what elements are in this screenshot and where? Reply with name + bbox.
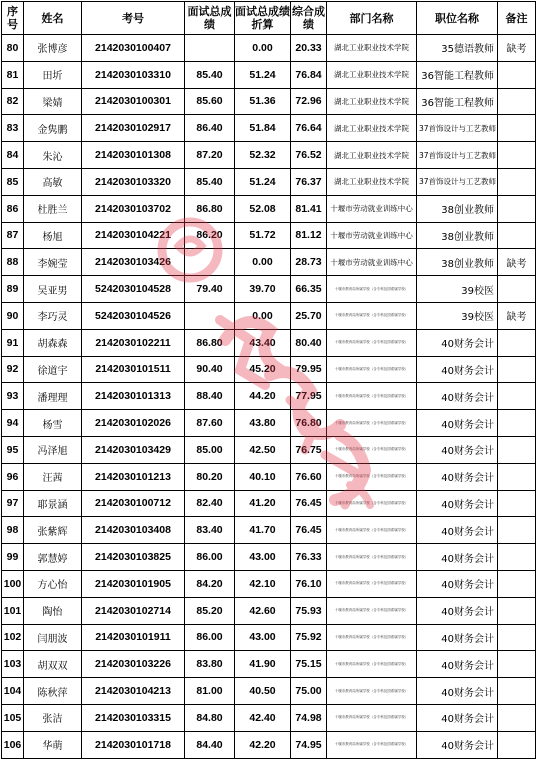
department-name: 湖北工业职业技术学院 bbox=[327, 168, 417, 195]
exam-number: 2142030100712 bbox=[82, 490, 185, 517]
candidate-name: 胡森森 bbox=[24, 329, 82, 356]
interview-score: 85.00 bbox=[185, 436, 235, 463]
position-name: 40财务会计 bbox=[417, 544, 498, 571]
department-name: 湖北工业职业技术学院 bbox=[327, 142, 417, 169]
total-score: 75.15 bbox=[291, 651, 327, 678]
candidate-name: 杨雪 bbox=[24, 410, 82, 437]
department-name: 十堰市教育局所属学校（含专科及国系属学校） bbox=[327, 517, 417, 544]
department-name: 十堰市教育局所属学校（含专科及国系属学校） bbox=[327, 597, 417, 624]
department-name: 十堰市教育局所属学校（含专科及国系属学校） bbox=[327, 463, 417, 490]
candidate-name: 吴亚男 bbox=[24, 276, 82, 303]
exam-number: 2142030103320 bbox=[82, 168, 185, 195]
table-row bbox=[2, 651, 536, 678]
department-name: 十堰市劳动就业训练中心 bbox=[327, 249, 417, 276]
exam-number: 2142030101308 bbox=[82, 142, 185, 169]
note bbox=[498, 195, 536, 222]
table-row bbox=[2, 356, 536, 383]
converted-score: 40.10 bbox=[235, 463, 291, 490]
position-name: 40财务会计 bbox=[417, 329, 498, 356]
candidate-name: 金隽鹏 bbox=[24, 115, 82, 142]
converted-score: 39.70 bbox=[235, 276, 291, 303]
interview-score bbox=[185, 249, 235, 276]
position-name: 40财务会计 bbox=[417, 704, 498, 731]
total-score: 81.12 bbox=[291, 222, 327, 249]
row-number: 99 bbox=[2, 544, 24, 571]
exam-number: 2142030103226 bbox=[82, 651, 185, 678]
interview-score: 80.20 bbox=[185, 463, 235, 490]
exam-number: 2142030101511 bbox=[82, 356, 185, 383]
candidate-name: 李婉莹 bbox=[24, 249, 82, 276]
department-name: 十堰市劳动就业训练中心 bbox=[327, 195, 417, 222]
exam-number: 2142030103426 bbox=[82, 249, 185, 276]
department-name: 十堰市教育局所属学校（含专科及国系属学校） bbox=[327, 436, 417, 463]
interview-score bbox=[185, 302, 235, 329]
table-row bbox=[2, 302, 536, 329]
header-position: 职位名称 bbox=[417, 2, 498, 35]
exam-number: 2142030102211 bbox=[82, 329, 185, 356]
total-score: 20.33 bbox=[291, 35, 327, 62]
converted-score: 43.40 bbox=[235, 329, 291, 356]
table-row bbox=[2, 142, 536, 169]
note: 缺考 bbox=[498, 249, 536, 276]
position-name: 39校医 bbox=[417, 276, 498, 303]
converted-score: 41.20 bbox=[235, 490, 291, 517]
row-number: 95 bbox=[2, 436, 24, 463]
note bbox=[498, 410, 536, 437]
department-name: 十堰市教育局所属学校（含专科及国系属学校） bbox=[327, 329, 417, 356]
candidate-name: 徐道宇 bbox=[24, 356, 82, 383]
position-name: 37首饰设计与工艺教师 bbox=[417, 115, 498, 142]
row-number: 84 bbox=[2, 142, 24, 169]
department-name: 湖北工业职业技术学院 bbox=[327, 35, 417, 62]
candidate-name: 梁婧 bbox=[24, 88, 82, 115]
note bbox=[498, 678, 536, 705]
position-name: 40财务会计 bbox=[417, 651, 498, 678]
department-name: 十堰市教育局所属学校（含专科及国系属学校） bbox=[327, 276, 417, 303]
total-score: 25.70 bbox=[291, 302, 327, 329]
note bbox=[498, 168, 536, 195]
header-no: 序号 bbox=[2, 2, 24, 35]
exam-number: 2142030103408 bbox=[82, 517, 185, 544]
table-row bbox=[2, 597, 536, 624]
note bbox=[498, 544, 536, 571]
interview-score: 86.20 bbox=[185, 222, 235, 249]
converted-score: 0.00 bbox=[235, 35, 291, 62]
table-row bbox=[2, 410, 536, 437]
position-name: 37首饰设计与工艺教师 bbox=[417, 142, 498, 169]
department-name: 十堰市教育局所属学校（含专科及国系属学校） bbox=[327, 383, 417, 410]
candidate-name: 朱沁 bbox=[24, 142, 82, 169]
exam-number: 2142030103429 bbox=[82, 436, 185, 463]
table-row bbox=[2, 195, 536, 222]
row-number: 87 bbox=[2, 222, 24, 249]
note bbox=[498, 356, 536, 383]
total-score: 76.84 bbox=[291, 61, 327, 88]
row-number: 89 bbox=[2, 276, 24, 303]
row-number: 88 bbox=[2, 249, 24, 276]
interview-score bbox=[185, 35, 235, 62]
note bbox=[498, 88, 536, 115]
total-score: 79.95 bbox=[291, 356, 327, 383]
table-row bbox=[2, 276, 536, 303]
converted-score: 42.20 bbox=[235, 731, 291, 758]
header-total-score: 综合成绩 bbox=[291, 2, 327, 35]
position-name: 40财务会计 bbox=[417, 678, 498, 705]
exam-number: 2142030101911 bbox=[82, 624, 185, 651]
total-score: 80.40 bbox=[291, 329, 327, 356]
exam-number: 2142030101213 bbox=[82, 463, 185, 490]
candidate-name: 冯泽旭 bbox=[24, 436, 82, 463]
row-number: 96 bbox=[2, 463, 24, 490]
interview-score: 79.40 bbox=[185, 276, 235, 303]
note bbox=[498, 222, 536, 249]
interview-score: 87.60 bbox=[185, 410, 235, 437]
table-row bbox=[2, 624, 536, 651]
interview-score: 84.20 bbox=[185, 570, 235, 597]
note bbox=[498, 142, 536, 169]
header-interview-score: 面试总成绩 bbox=[185, 2, 235, 35]
converted-score: 52.08 bbox=[235, 195, 291, 222]
department-name: 十堰市教育局所属学校（含专科及国系属学校） bbox=[327, 570, 417, 597]
position-name: 36智能工程教师 bbox=[417, 61, 498, 88]
table-row bbox=[2, 168, 536, 195]
exam-number: 2142030104221 bbox=[82, 222, 185, 249]
department-name: 十堰市教育局所属学校（含专科及国系属学校） bbox=[327, 651, 417, 678]
table-row bbox=[2, 88, 536, 115]
header-row bbox=[2, 2, 536, 35]
exam-number: 2142030103310 bbox=[82, 61, 185, 88]
converted-score: 0.00 bbox=[235, 302, 291, 329]
row-number: 101 bbox=[2, 597, 24, 624]
position-name: 38创业教师 bbox=[417, 195, 498, 222]
converted-score: 42.40 bbox=[235, 704, 291, 731]
interview-score: 90.40 bbox=[185, 356, 235, 383]
candidate-name: 胡双双 bbox=[24, 651, 82, 678]
interview-score: 86.80 bbox=[185, 195, 235, 222]
interview-score: 86.00 bbox=[185, 544, 235, 571]
note bbox=[498, 436, 536, 463]
header-note: 备注 bbox=[498, 2, 536, 35]
converted-score: 43.00 bbox=[235, 544, 291, 571]
exam-number: 2142030101905 bbox=[82, 570, 185, 597]
results-table bbox=[1, 1, 536, 759]
table-row bbox=[2, 383, 536, 410]
interview-score: 84.80 bbox=[185, 704, 235, 731]
candidate-name: 杨旭 bbox=[24, 222, 82, 249]
converted-score: 42.10 bbox=[235, 570, 291, 597]
table-row bbox=[2, 329, 536, 356]
table-row bbox=[2, 570, 536, 597]
note: 缺考 bbox=[498, 302, 536, 329]
total-score: 76.75 bbox=[291, 436, 327, 463]
note: 缺考 bbox=[498, 35, 536, 62]
table-row bbox=[2, 463, 536, 490]
row-number: 85 bbox=[2, 168, 24, 195]
note bbox=[498, 490, 536, 517]
interview-score: 81.00 bbox=[185, 678, 235, 705]
position-name: 38创业教师 bbox=[417, 222, 498, 249]
row-number: 93 bbox=[2, 383, 24, 410]
position-name: 40财务会计 bbox=[417, 624, 498, 651]
table-row bbox=[2, 490, 536, 517]
interview-score: 84.40 bbox=[185, 731, 235, 758]
exam-number: 2142030102917 bbox=[82, 115, 185, 142]
converted-score: 43.00 bbox=[235, 624, 291, 651]
exam-number: 2142030103825 bbox=[82, 544, 185, 571]
department-name: 湖北工业职业技术学院 bbox=[327, 88, 417, 115]
header-department: 部门名称 bbox=[327, 2, 417, 35]
exam-number: 2142030101718 bbox=[82, 731, 185, 758]
position-name: 39校医 bbox=[417, 302, 498, 329]
exam-number: 2142030103315 bbox=[82, 704, 185, 731]
note bbox=[498, 704, 536, 731]
row-number: 102 bbox=[2, 624, 24, 651]
converted-score: 42.50 bbox=[235, 436, 291, 463]
row-number: 94 bbox=[2, 410, 24, 437]
converted-score: 44.20 bbox=[235, 383, 291, 410]
department-name: 湖北工业职业技术学院 bbox=[327, 115, 417, 142]
position-name: 40财务会计 bbox=[417, 463, 498, 490]
row-number: 91 bbox=[2, 329, 24, 356]
header-converted-score: 面试总成绩折算 bbox=[235, 2, 291, 35]
department-name: 十堰市教育局所属学校（含专科及国系属学校） bbox=[327, 302, 417, 329]
position-name: 37首饰设计与工艺教师 bbox=[417, 168, 498, 195]
department-name: 十堰市教育局所属学校（含专科及国系属学校） bbox=[327, 410, 417, 437]
candidate-name: 杜胜兰 bbox=[24, 195, 82, 222]
position-name: 40财务会计 bbox=[417, 490, 498, 517]
position-name: 40财务会计 bbox=[417, 597, 498, 624]
converted-score: 51.72 bbox=[235, 222, 291, 249]
candidate-name: 郭慧婷 bbox=[24, 544, 82, 571]
interview-score: 85.40 bbox=[185, 61, 235, 88]
department-name: 十堰市劳动就业训练中心 bbox=[327, 222, 417, 249]
note bbox=[498, 276, 536, 303]
position-name: 40财务会计 bbox=[417, 383, 498, 410]
note bbox=[498, 651, 536, 678]
candidate-name: 方心怡 bbox=[24, 570, 82, 597]
total-score: 76.52 bbox=[291, 142, 327, 169]
converted-score: 42.60 bbox=[235, 597, 291, 624]
total-score: 77.95 bbox=[291, 383, 327, 410]
note bbox=[498, 61, 536, 88]
row-number: 80 bbox=[2, 35, 24, 62]
converted-score: 51.24 bbox=[235, 168, 291, 195]
department-name: 十堰市教育局所属学校（含专科及国系属学校） bbox=[327, 704, 417, 731]
header-exam-id: 考号 bbox=[82, 2, 185, 35]
row-number: 106 bbox=[2, 731, 24, 758]
table-row bbox=[2, 704, 536, 731]
note bbox=[498, 463, 536, 490]
total-score: 72.96 bbox=[291, 88, 327, 115]
total-score: 76.45 bbox=[291, 490, 327, 517]
row-number: 82 bbox=[2, 88, 24, 115]
department-name: 湖北工业职业技术学院 bbox=[327, 61, 417, 88]
total-score: 74.95 bbox=[291, 731, 327, 758]
position-name: 35德语教师 bbox=[417, 35, 498, 62]
row-number: 83 bbox=[2, 115, 24, 142]
position-name: 40财务会计 bbox=[417, 731, 498, 758]
department-name: 十堰市教育局所属学校（含专科及国系属学校） bbox=[327, 490, 417, 517]
position-name: 38创业教师 bbox=[417, 249, 498, 276]
interview-score: 82.40 bbox=[185, 490, 235, 517]
note bbox=[498, 517, 536, 544]
converted-score: 51.36 bbox=[235, 88, 291, 115]
candidate-name: 田圻 bbox=[24, 61, 82, 88]
position-name: 40财务会计 bbox=[417, 410, 498, 437]
table-row bbox=[2, 678, 536, 705]
position-name: 40财务会计 bbox=[417, 517, 498, 544]
converted-score: 40.50 bbox=[235, 678, 291, 705]
total-score: 76.60 bbox=[291, 463, 327, 490]
total-score: 75.92 bbox=[291, 624, 327, 651]
converted-score: 51.24 bbox=[235, 61, 291, 88]
exam-number: 5242030104528 bbox=[82, 276, 185, 303]
table-row bbox=[2, 436, 536, 463]
interview-score: 86.80 bbox=[185, 329, 235, 356]
note bbox=[498, 383, 536, 410]
row-number: 81 bbox=[2, 61, 24, 88]
note bbox=[498, 624, 536, 651]
converted-score: 0.00 bbox=[235, 249, 291, 276]
total-score: 74.98 bbox=[291, 704, 327, 731]
note bbox=[498, 329, 536, 356]
note bbox=[498, 115, 536, 142]
converted-score: 43.80 bbox=[235, 410, 291, 437]
converted-score: 41.90 bbox=[235, 651, 291, 678]
position-name: 40财务会计 bbox=[417, 436, 498, 463]
exam-number: 2142030102714 bbox=[82, 597, 185, 624]
position-name: 40财务会计 bbox=[417, 570, 498, 597]
candidate-name: 陶怡 bbox=[24, 597, 82, 624]
row-number: 100 bbox=[2, 570, 24, 597]
total-score: 66.35 bbox=[291, 276, 327, 303]
note bbox=[498, 597, 536, 624]
row-number: 86 bbox=[2, 195, 24, 222]
table-row bbox=[2, 544, 536, 571]
candidate-name: 汪茜 bbox=[24, 463, 82, 490]
row-number: 104 bbox=[2, 678, 24, 705]
total-score: 75.93 bbox=[291, 597, 327, 624]
converted-score: 41.70 bbox=[235, 517, 291, 544]
table-row bbox=[2, 61, 536, 88]
candidate-name: 潘理理 bbox=[24, 383, 82, 410]
department-name: 十堰市教育局所属学校（含专科及国系属学校） bbox=[327, 624, 417, 651]
interview-score: 83.80 bbox=[185, 651, 235, 678]
candidate-name: 华萌 bbox=[24, 731, 82, 758]
interview-score: 83.40 bbox=[185, 517, 235, 544]
row-number: 90 bbox=[2, 302, 24, 329]
department-name: 十堰市教育局所属学校（含专科及国系属学校） bbox=[327, 356, 417, 383]
department-name: 十堰市教育局所属学校（含专科及国系属学校） bbox=[327, 678, 417, 705]
row-number: 97 bbox=[2, 490, 24, 517]
interview-score: 87.20 bbox=[185, 142, 235, 169]
total-score: 28.73 bbox=[291, 249, 327, 276]
total-score: 75.00 bbox=[291, 678, 327, 705]
converted-score: 51.84 bbox=[235, 115, 291, 142]
interview-score: 86.00 bbox=[185, 624, 235, 651]
total-score: 81.41 bbox=[291, 195, 327, 222]
exam-number: 2142030101313 bbox=[82, 383, 185, 410]
total-score: 76.37 bbox=[291, 168, 327, 195]
candidate-name: 张紫辉 bbox=[24, 517, 82, 544]
exam-number: 2142030104213 bbox=[82, 678, 185, 705]
row-number: 98 bbox=[2, 517, 24, 544]
position-name: 40财务会计 bbox=[417, 356, 498, 383]
total-score: 76.64 bbox=[291, 115, 327, 142]
total-score: 76.45 bbox=[291, 517, 327, 544]
exam-number: 5242030104526 bbox=[82, 302, 185, 329]
table-row bbox=[2, 115, 536, 142]
header-name: 姓名 bbox=[24, 2, 82, 35]
row-number: 103 bbox=[2, 651, 24, 678]
converted-score: 52.32 bbox=[235, 142, 291, 169]
candidate-name: 高敏 bbox=[24, 168, 82, 195]
department-name: 十堰市教育局所属学校（含专科及国系属学校） bbox=[327, 544, 417, 571]
row-number: 105 bbox=[2, 704, 24, 731]
table-row bbox=[2, 222, 536, 249]
candidate-name: 闫朋波 bbox=[24, 624, 82, 651]
interview-score: 88.40 bbox=[185, 383, 235, 410]
candidate-name: 耶景涵 bbox=[24, 490, 82, 517]
interview-score: 85.60 bbox=[185, 88, 235, 115]
table-row bbox=[2, 249, 536, 276]
exam-number: 2142030103702 bbox=[82, 195, 185, 222]
total-score: 76.80 bbox=[291, 410, 327, 437]
position-name: 36智能工程教师 bbox=[417, 88, 498, 115]
department-name: 十堰市教育局所属学校（含专科及国系属学校） bbox=[327, 731, 417, 758]
total-score: 76.33 bbox=[291, 544, 327, 571]
candidate-name: 陈秋萍 bbox=[24, 678, 82, 705]
candidate-name: 张洁 bbox=[24, 704, 82, 731]
candidate-name: 张博彦 bbox=[24, 35, 82, 62]
interview-score: 86.40 bbox=[185, 115, 235, 142]
exam-number: 2142030100407 bbox=[82, 35, 185, 62]
row-number: 92 bbox=[2, 356, 24, 383]
candidate-name: 李巧灵 bbox=[24, 302, 82, 329]
table-row bbox=[2, 35, 536, 62]
interview-score: 85.20 bbox=[185, 597, 235, 624]
exam-number: 2142030102026 bbox=[82, 410, 185, 437]
table-row bbox=[2, 517, 536, 544]
total-score: 76.10 bbox=[291, 570, 327, 597]
converted-score: 45.20 bbox=[235, 356, 291, 383]
exam-number: 2142030100301 bbox=[82, 88, 185, 115]
note bbox=[498, 570, 536, 597]
interview-score: 85.40 bbox=[185, 168, 235, 195]
